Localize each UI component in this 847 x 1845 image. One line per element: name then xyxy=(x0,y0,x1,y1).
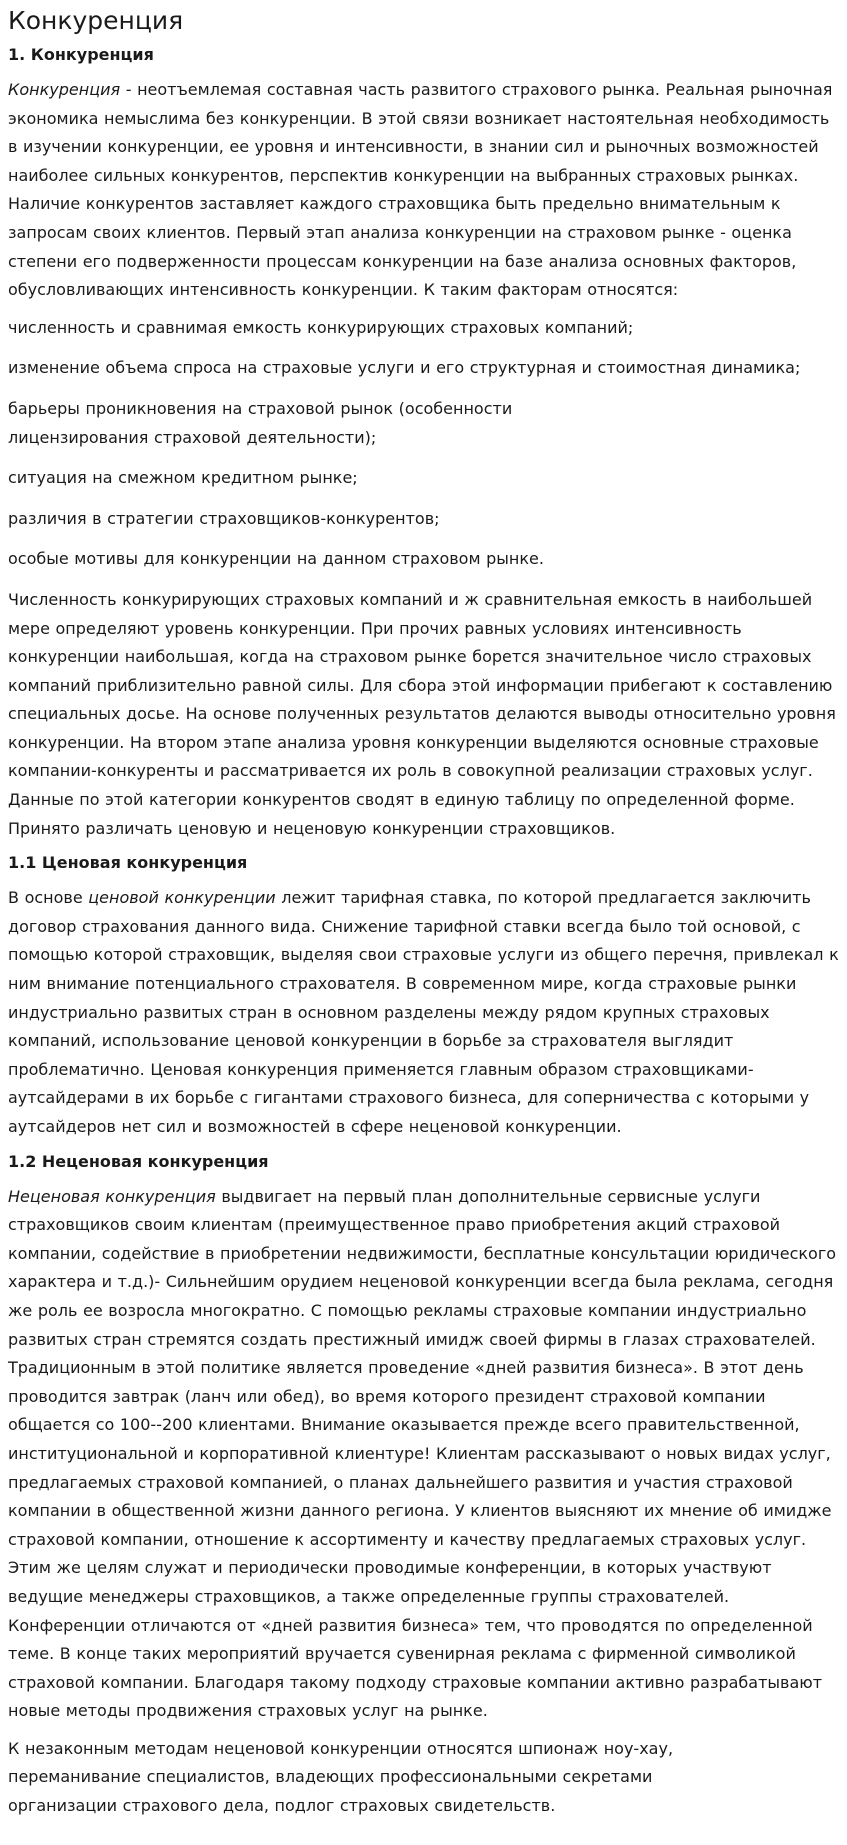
price-term: ценовой конкуренции xyxy=(88,888,276,908)
factor-item: различия в стратегии страховщиков-конкурентов; xyxy=(8,508,440,528)
factor-item: численность и сравнимая емкость конкурирующих страховых компаний; xyxy=(8,317,634,337)
nonprice-competition-paragraph xyxy=(8,1183,839,1726)
intro-paragraph xyxy=(8,76,839,305)
section-heading-nonprice-competition: 1.2 Неценовая конкуренция xyxy=(8,1151,269,1171)
page-title: Конкуренция xyxy=(8,6,184,35)
intro-term: Конкуренция xyxy=(8,80,121,99)
factor-item: изменение объема спроса на страховые услуги и его структурная и стоимостная динамика; xyxy=(8,358,801,378)
factor-item: барьеры проникновения на страховой рынок (особенности лицензирования страховой деятельности); xyxy=(8,398,513,447)
section-heading-competition: 1. Конкуренция xyxy=(8,45,154,64)
section-heading-price-competition: 1.1 Ценовая конкуренция xyxy=(8,853,248,873)
nonprice-term: Неценовая конкуренция xyxy=(8,1186,216,1206)
illegal-methods-paragraph: К незаконным методам неценовой конкуренции относятся шпионаж ноу-хау, переманивание специалистов, владеющих профессиональными секретами организации страхового дела, подлог страховых свидетельств. xyxy=(8,1738,674,1816)
factor-item: ситуация на смежном кредитном рынке; xyxy=(8,468,358,488)
price-competition-paragraph xyxy=(8,884,839,1141)
nonprice-text: выдвигает на первый план дополнительные сервисные услуги страховщиков своим клиентам (преимущественное право приобретения акций страховой компании, содействие в приобретении недвижимости, бесплатные консультации юридического характера и т.д.)- Сильнейшим орудием неценовой конкуренции всегда была реклама, сегодня же роль ее возросла многократно. С помощью рекламы страховые компании индустриально развитых стран стремятся создать престижный имидж своей фирмы в глазах страхователей. Традиционным в этой политике является проведение «дней развития бизнеса». В этот день проводится завтрак (ланч или обед), во время которого президент страховой компании общается со 100--200 клиентами. Внимание оказывается прежде всего правительственной, институциональной и корпоративной клиентуре! Клиентам рассказывают о новых видах услуг, предлагаемых страховой компанией, о планах дальнейшего развития и участия страховой компании в общественной жизни данного региона. У клиентов выясняют их мнение об имидже страховой компании, отношение к ассортименту и качеству предлагаемых страховых услуг. Этим же целям служат и периодически проводимые конференции, в которых участвуют ведущие менеджеры страховщиков, а также определенные группы страхователей. Конференции отличаются от «дней развития бизнеса» тем, что проводятся по определенной теме. В конце таких мероприятий вручается сувенирная реклама с фирменной символикой страховой компании. Благодаря такому подходу страховые компании активно разрабатывают новые методы продвижения страховых услуг на рынке. xyxy=(8,1186,837,1721)
factor-item: особые мотивы для конкуренции на данном страховом рынке. xyxy=(8,549,544,569)
price-text-pre: В основе xyxy=(8,888,89,908)
competition-closing-paragraph: Численность конкурирующих страховых компаний и ж сравнительная емкость в наибольшей мере определяют уровень конкуренции. При прочих равных условиях интенсивность конкуренции наибольшая, когда на страховом рынке борется значительное число страховых компаний приблизительно равной силы. Для сбора этой информации прибегают к составлению специальных досье. На основе полученных результатов делаются выводы относительно уровня конкуренции. На втором этапе анализа уровня конкуренции выделяются основные страховые компании-конкуренты и рассматривается их роль в совокупной реализации страховых услуг. Данные по этой категории конкурентов сводят в единую таблицу по определенной форме. Принято различать ценовую и неценовую конкуренции страховщиков. xyxy=(8,589,836,838)
price-text-post: лежит тарифная ставка, по которой предлагается заключить договор страхования данного вида. Снижение тарифной ставки всегда было той основой, с помощью которой страховщик, выделяя свои страховые услуги из общего перечня, привлекал к ним внимание потенциального страхователя. В современном мире, когда страховые рынки индустриально развитых стран в основном разделены между рядом крупных страховых компаний, использование ценовой конкуренции в борьбе за страхователя выглядит проблематично. Ценовая конкуренция применяется главным образом страховщиками-аутсайдерами в их борьбе с гигантами страхового бизнеса, для соперничества с которыми у аутсайдеров нет сил и возможностей в сфере неценовой конкуренции. xyxy=(8,888,839,1136)
intro-text: - неотъемлемая составная часть развитого страхового рынка. Реальная рыночная экономика немыслима без конкуренции. В этой связи возникает настоятельная необходимость в изучении конкуренции, ее уровня и интенсивности, в знании сил и рыночных возможностей наиболее сильных конкурентов, перспектив конкуренции на выбранных страховых рынках. Наличие конкурентов заставляет каждого страховщика быть предельно внимательным к запросам своих клиентов. Первый этап анализа конкуренции на страховом рынке - оценка степени его подверженности процессам конкуренции на базе анализа основных факторов, обусловливающих интенсивность конкуренции. К таким факторам относятся: xyxy=(8,80,833,300)
